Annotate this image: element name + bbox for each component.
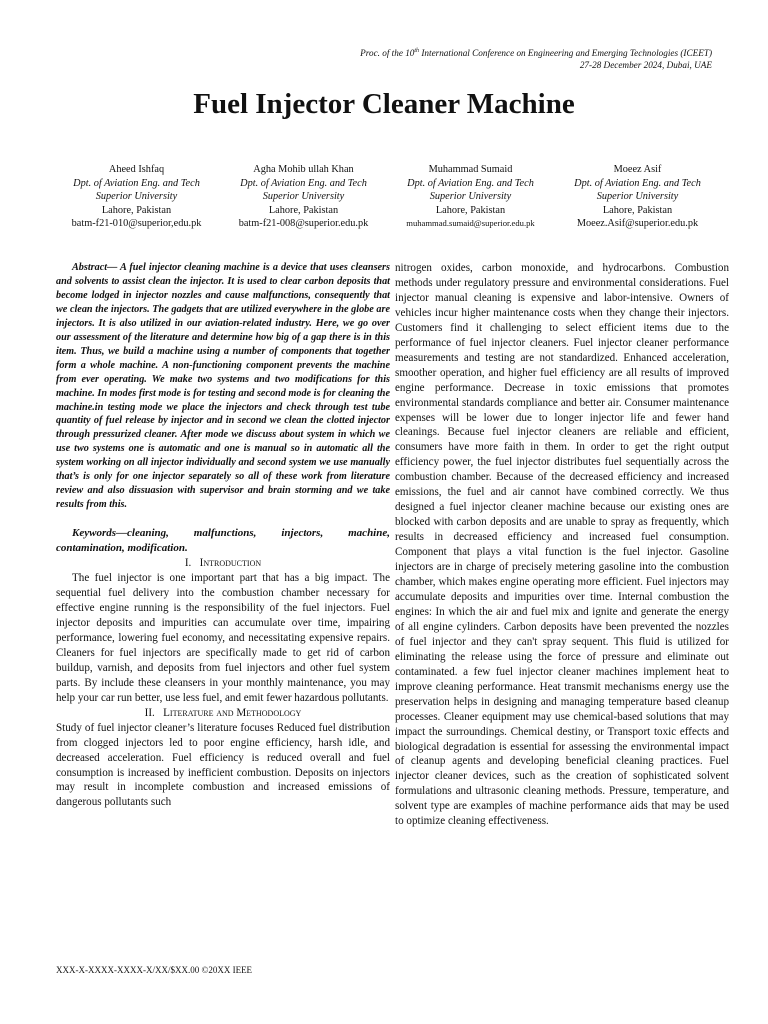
conference-name: Proc. of the 10th International Conference on Engineering and Emerging Technologies (ICEET) [360,48,712,59]
author-name: Agha Mohib ullah Khan [253,164,354,175]
section-heading-literature: II. Literature and Methodology [144,706,302,719]
conference-header [192,45,712,71]
author-block [554,163,721,231]
keywords-text: cleaning, malfunctions, injectors, machine, contamination, modification. [56,527,390,555]
author-city: Lahore, Pakistan [101,204,172,216]
author-department: Dpt. of Aviation Eng. and Tech [407,177,534,189]
left-column [56,261,390,810]
author-department: Dpt. of Aviation Eng. and Tech [73,177,200,189]
author-email: batm-f21-010@superior,edu.pk [71,218,202,230]
introduction-paragraph: The fuel injector is one important part that has a big impact. The sequential fuel delivery into the combustion chamber necessary for effective engine running is the responsibility of the fuel injectors. Fuel injector deposits and impurities can accumulate over time, impairing performance, lowering fuel economy, and necessitating expensive repairs. Cleaners for fuel injectors are specifically made to get rid of carbon buildup, varnish, and deposits from fuel injectors and other fuel system parts. By include these cleansers in your monthly maintenance, you may help your car run better, use less fuel, and emit fewer hazardous pollutants. [56,572,390,704]
author-university: Superior University [429,191,512,203]
author-department: Dpt. of Aviation Eng. and Tech [574,177,701,189]
literature-paragraph: Study of fuel injector cleaner’s literature focuses Reduced fuel distribution from clogged injectors led to poor engine efficiency, harsh idle, and decreased acceleration. Fuel efficiency is reduced overall and fuel consumption is increased by inefficient combustion. Deposits on injectors may result in incomplete combustion and increased emissions of dangerous pollutants such [56,721,390,809]
author-list [53,163,721,231]
paper-title: Fuel Injector Cleaner Machine [193,88,575,120]
abstract-text: A fuel injector cleaning machine is a device that uses cleansers and solvents to assist clean the injector. It is used to clear carbon deposits that become lodged in injector nozzles and cause malfunctions, consequently that we clean the injectors. The gadgets that are utilized everywhere in the globe are injectors. It is also utilized in our aviation-related industry. Here, we go over our assessment of the literature and determine how big of a gap there is in this item. Thus, we build a machine using a number of components that together form a whole machine. A non-functioning component prevents the machine from ever operating. We make two systems and two modifications for this machine. In modes first mode is for testing and second mode is for cleaning the machine.in testing mode we place the injectors and check through test tube quantity of fuel release by injector and in second we clean the clotted injector through pressurized cleaner. After mode we discuss about system in which we use two systems one is automatic and one is manual so in automatic all the system working on all injector individually and second system we use manually that’s is only for one injector separately so all of these work from literature review and also dissuasion with supervisor and brain storming and we take results from this. [56,262,390,511]
author-university: Superior University [596,191,679,203]
author-city: Lahore, Pakistan [268,204,339,216]
author-university: Superior University [95,191,178,203]
abstract-label: Abstract— [72,262,118,273]
author-city: Lahore, Pakistan [435,204,506,216]
abstract [56,261,390,512]
author-department: Dpt. of Aviation Eng. and Tech [240,177,367,189]
right-column [395,261,729,829]
author-name: Moeez Asif [613,164,662,175]
keywords [56,526,390,556]
author-name: Muhammad Sumaid [428,164,513,175]
keywords-label: Keywords— [72,527,127,540]
author-email: Moeez.Asif@superior.edu.pk [576,218,699,230]
conference-date: 27-28 December 2024, Dubai, UAE [579,60,712,71]
section-heading-introduction: I. Introduction [184,557,262,570]
copyright-footer: XXX-X-XXXX-XXXX-X/XX/$XX.00 ©20XX IEEE [56,965,253,975]
author-block [220,163,387,231]
author-university: Superior University [262,191,345,203]
author-name: Aheed Ishfaq [108,164,165,175]
author-block [387,163,554,231]
author-city: Lahore, Pakistan [602,204,673,216]
author-email: muhammad.sumaid@superior.edu.pk [406,218,535,229]
author-block [53,163,220,231]
literature-continuation-paragraph: nitrogen oxides, carbon monoxide, and hydrocarbons. Combustion methods under regulatory pressure and environmental considerations. Fuel injector manual cleaning is expensive and labor-intensive. Owners of vehicles incur higher maintenance costs when they change their injectors. Customers find it challenging to select efficient items due to the performance of fuel injector cleaners. Fuel injector cleaner performance measurements and testing are not standardized. Enhanced acceleration, smoother operation, and higher fuel efficiency are all results of improved engine performance. Decrease in toxic emissions that promotes environmental standards compliance and better air. Consumer maintenance expenses will be lower due to longer injector life and fewer hand cleanings. Because fuel injector cleaners are reliable and efficient, consumers have more faith in them. In order to get the right output efficiency power, the fuel injector distributes fuel sequentially across the combustion chamber. Because of the decreased efficiency and increased emissions, the fuel and air cannot have combined correctly. We thus designed a fuel injector cleaner machine because our existing ones are blocked with carbon deposits and are unable to spray as frequently, which results in decreased efficiency and increased fuel consumption. Component that plays a vital function is the fuel injector. Gasoline injectors are in charge of precisely metering gasoline into the combustion chamber, which makes engine operating more efficient. Fuel injectors may accumulate deposits and impurities over time. Internal combustion the engines: In which the air and fuel mix and ignite and generate the energy of all engine cylinders. Carbon deposits have been prevented the nozzles of fuel injector and they can't spray sequent. This fluid is utilized for eliminating the release using the force of pressure and eliminate out contaminated. a few fuel injector cleaner machines implement heat to improve cleaning performance. Heat transmit mechanisms energy use the preservation helps in designing and managing temperature based cleanup processes. Cleaner equipment may use chemical-based solutions that may impact the surroundings. Chemical destiny, or Transport toxic effects and biological degradation is essential for assessing the environmental impact of cleanup agents and developing beneficial cleaning practices. Fuel injector cleaner devices, such as the creation of sophisticated solvent formulations and ultrasonic cleaning methods. Pressure, temperature, and solvent type are examples of machine performance aids that may be used to optimize cleaning effectiveness. [395,262,729,828]
author-email: batm-f21-008@superior.edu.pk [238,218,369,230]
